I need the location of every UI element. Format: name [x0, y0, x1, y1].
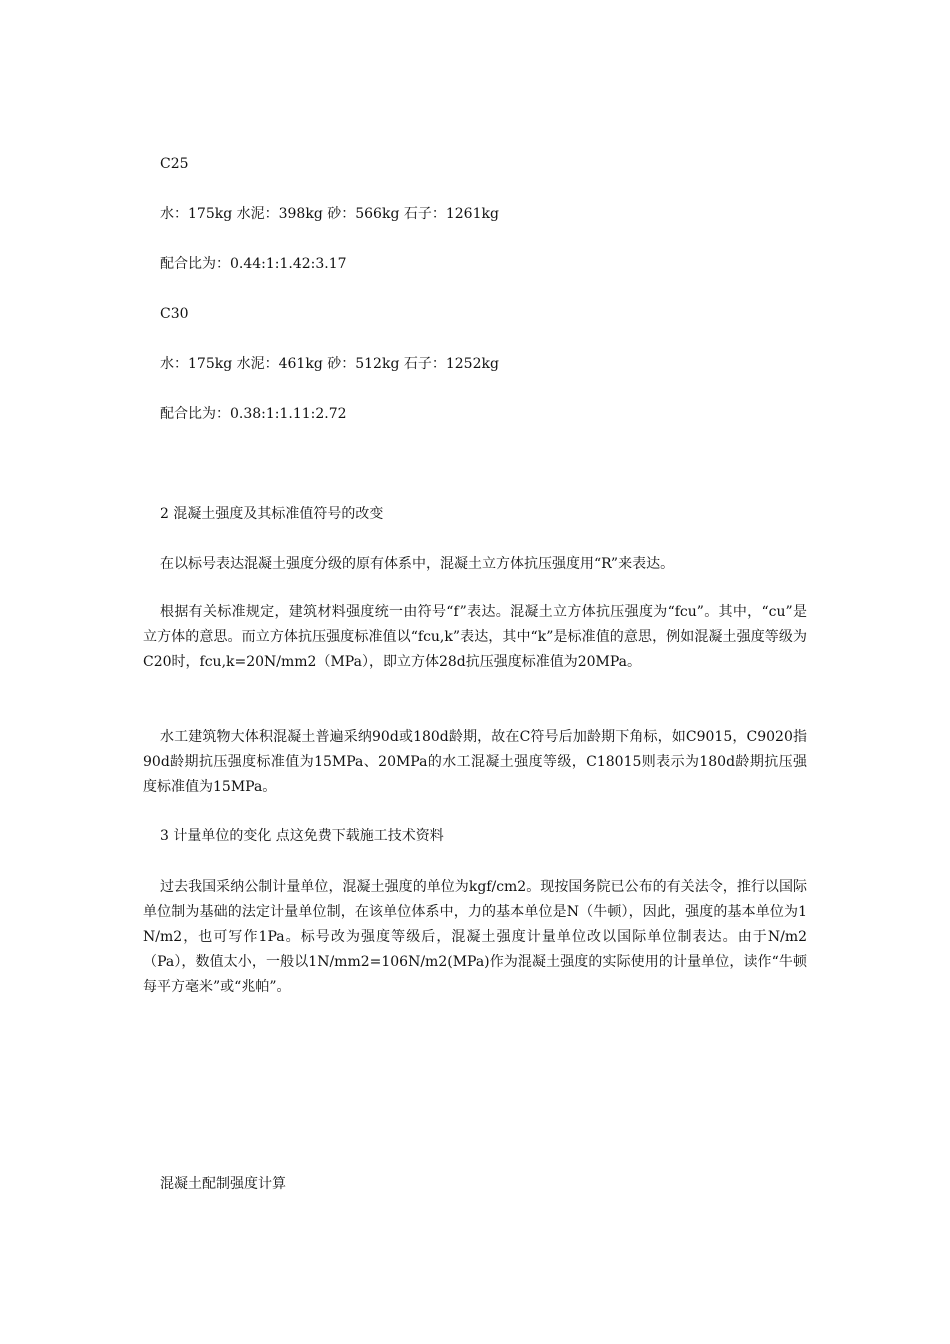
section3-paragraph-1-text: 过去我国采纳公制计量单位，混凝土强度的单位为kgf/cm2。现按国务院已公布的有关法令，推行以国际单位制为基础的法定计量单位制，在该单位体系中，力的基本单位是N（牛顿），因此，强度的基本单位为1 N/m2，也可写作1Pa。标号改为强度等级后，混凝土强度计量单位改以国际单位制表达。由于N/m2（Pa），数值太小，一般以1N/mm2=106N/m2(MPa)作为混凝土强度的实际使用的计量单位，读作“牛顿每平方毫米”或“兆帕”。 — [143, 879, 807, 995]
section2-paragraph-2 — [143, 600, 807, 675]
section2-heading: 2 混凝土强度及其标准值符号的改变 — [160, 506, 384, 522]
mix-c30-materials: 水：175kg 水泥：461kg 砂：512kg 石子：1252kg — [160, 356, 499, 372]
mix-c25-materials: 水：175kg 水泥：398kg 砂：566kg 石子：1261kg — [160, 206, 499, 222]
section3-heading: 3 计量单位的变化 点这免费下载施工技术资料 — [160, 828, 444, 844]
section2-paragraph-1: 在以标号表达混凝土强度分级的原有体系中，混凝土立方体抗压强度用“R”来表达。 — [160, 556, 675, 572]
section2-paragraph-3-text: 水工建筑物大体积混凝土普遍采纳90d或180d龄期，故在C符号后加龄期下角标，如C9015，C9020指90d龄期抗压强度标准值为15MPa、20MPa的水工混凝土强度等级，C18015则表示为180d龄期抗压强度标准值为15MPa。 — [143, 729, 807, 795]
section2-paragraph-3 — [143, 725, 807, 800]
mix-c30-ratio: 配合比为：0.38:1:1.11:2.72 — [160, 406, 347, 422]
footer-heading: 混凝土配制强度计算 — [160, 1176, 286, 1192]
grade-c30: C30 — [160, 306, 189, 322]
section3-paragraph-1 — [143, 875, 807, 1000]
mix-c25-ratio: 配合比为：0.44:1:1.42:3.17 — [160, 256, 347, 272]
grade-c25: C25 — [160, 156, 189, 172]
section2-paragraph-2-text: 根据有关标准规定，建筑材料强度统一由符号“f”表达。混凝土立方体抗压强度为“fcu”。其中，“cu”是立方体的意思。而立方体抗压强度标准值以“fcu,k”表达，其中“k”是标准值的意思，例如混凝土强度等级为C20时，fcu,k=20N/mm2（MPa），即立方体28d抗压强度标准值为20MPa。 — [143, 604, 807, 670]
